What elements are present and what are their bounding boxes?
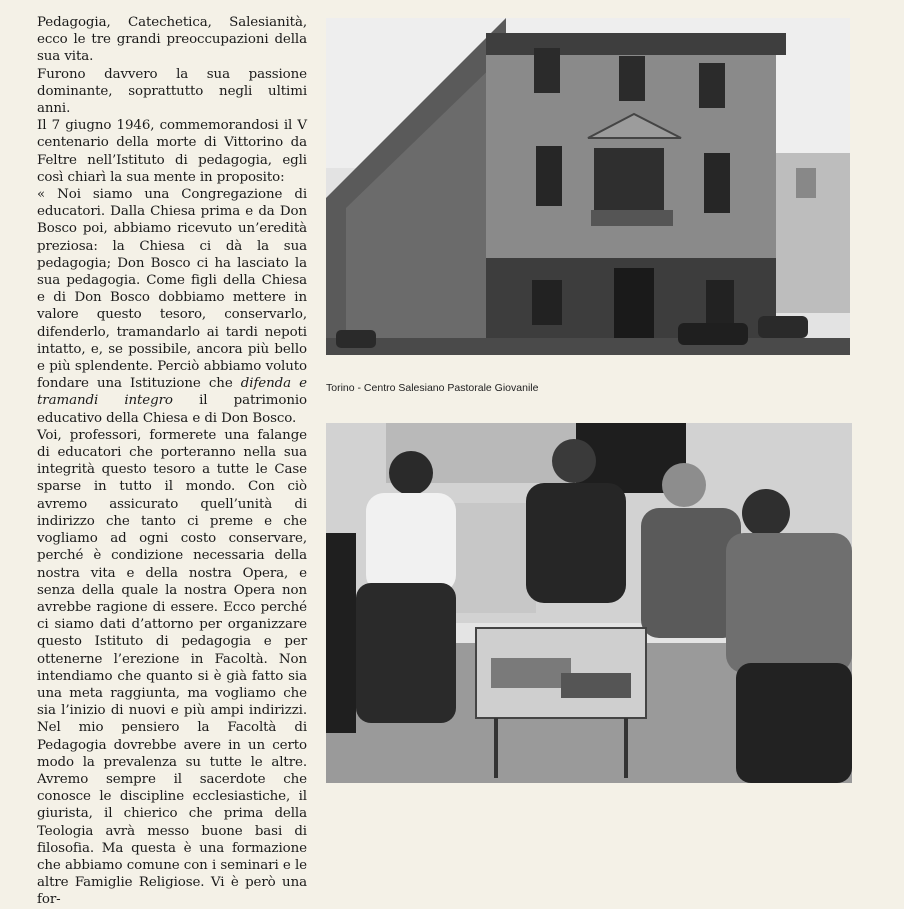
- meeting-photo: [326, 423, 852, 783]
- meeting-photo-drawing: [326, 423, 852, 783]
- paragraph-passion: Furono davvero la sua passione dominante, soprattutto negli ultimi anni.: [37, 66, 307, 117]
- quote-italic-phrase: difenda e tramandi integro: [37, 376, 307, 409]
- article-text-column: [37, 14, 307, 909]
- paragraph-intro: Pedagogia, Catechetica, Salesianità, ecco le tre grandi preoccupazioni della sua vita.: [37, 15, 307, 65]
- building-photo-caption: Torino - Centro Salesiano Pastorale Giovanile: [326, 382, 539, 394]
- building-photo: [326, 18, 850, 355]
- quote-text-start: « Noi siamo una Congregazione di educatori. Dalla Chiesa prima e da Don Bosco poi, abbiamo ricevuto un’eredità preziosa: la Chiesa ci dà la sua pedagogia; Don Bosco ci ha lasciato la sua pedagogia. Come figli della Chiesa e di Don Bosco dobbiamo mettere in valore questo tesoro, conservarlo, difenderlo, tramandarlo ai tardi nepoti intatto, e, se possibile, ancora più bello e più splendente. Perciò abbiamo voluto fondare una Istituzione che: [37, 187, 307, 392]
- paragraph-professors: Voi, professori, formerete una falange di educatori che porteranno nella sua integrità questo tesoro a tutte le Case sparse in tutto il mondo. Con ciò avremo assicurato quell’unità di indirizzo che tanto ci preme e che vogliamo ad ogni costo conservare, perché è condizione necessaria della nostra vita e della nostra Opera, e senza della quale la nostra Opera non avrebbe ragione di essere. Ecco perché ci siamo dati d’attorno per organizzare questo Istituto di pedagogia e per ottenerne l’erezione in Facoltà. Non intendiamo che quanto si è già fatto sia una meta raggiunta, ma vogliamo che sia l’inizio di nuovi e più ampi indirizzi. Nel mio pensiero la Facoltà di Pedagogia dovrebbe avere in un certo modo la prevalenza su tutte le altre. Avremo sempre il sacerdote che conosce le discipline ecclesiastiche, il giurista, il chierico che prima della Teologia avrà messo buone basi di filosofia. Ma questa è una formazione che abbiamo comune con i seminari e le altre Famiglie Religiose. Vi è però una for-: [37, 427, 307, 908]
- building-photo-drawing: [326, 18, 850, 355]
- quote-text-end: il patrimonio educativo della Chiesa e di Don Bosco.: [37, 393, 307, 426]
- paragraph-date: Il 7 giugno 1946, commemorandosi il V centenario della morte di Vittorino da Feltre nell’Istituto di pedagogia, egli così chiarì la sua mente in proposito:: [37, 118, 307, 185]
- paragraph-quote: [37, 186, 307, 427]
